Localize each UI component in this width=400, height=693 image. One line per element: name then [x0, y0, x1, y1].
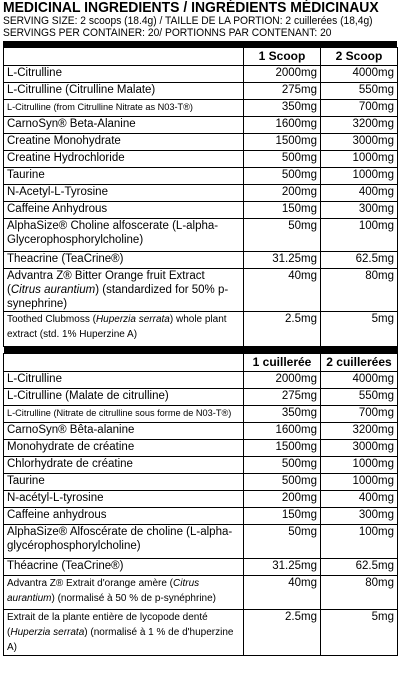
table-row [4, 252, 398, 269]
dose-single: 275mg [244, 83, 321, 100]
dose-double: 3200mg [321, 423, 398, 440]
dose-double: 100mg [321, 525, 398, 559]
latin-name: Citrus aurantium [7, 578, 200, 604]
dose-double: 400mg [321, 185, 398, 202]
table-row [4, 457, 398, 474]
dose-double: 3000mg [321, 134, 398, 151]
ingredient-name-text: Creatine Monohydrate [7, 135, 121, 147]
ingredient-name [4, 168, 244, 185]
dose-single: 50mg [244, 525, 321, 559]
dose-single: 31.25mg [244, 559, 321, 576]
ingredient-name-text: Toothed Clubmoss ( [7, 314, 96, 325]
dose-single: 1600mg [244, 117, 321, 134]
ingredient-name [4, 491, 244, 508]
dose-single: 2.5mg [244, 610, 321, 656]
dose-single: 150mg [244, 202, 321, 219]
dose-double: 300mg [321, 202, 398, 219]
serving-size: SERVING SIZE: 2 scoops (18.4g) / TAILLE DE LA PORTION: 2 cuillerées (18,4g) [3, 15, 373, 27]
table-row [4, 576, 398, 610]
table-row [4, 610, 398, 656]
ingredient-name [4, 457, 244, 474]
table-row [4, 525, 398, 559]
table-row [4, 372, 398, 389]
table-row [4, 312, 398, 347]
dose-single: 50mg [244, 219, 321, 252]
ingredient-name [4, 440, 244, 457]
ingredient-name-text: Extrait de la plante entière de lycopode denté ( [7, 612, 208, 638]
dose-single: 2000mg [244, 372, 321, 389]
ingredient-name [4, 559, 244, 576]
dose-double: 550mg [321, 83, 398, 100]
table-row [4, 389, 398, 406]
table-row [4, 491, 398, 508]
label-title: MEDICINAL INGREDIENTS / INGRÉDIENTS MÉDICINAUX [3, 0, 379, 16]
english-col1-header: 1 Scoop [244, 48, 321, 66]
table-row [4, 66, 398, 83]
ingredient-name [4, 252, 244, 269]
dose-single: 1500mg [244, 134, 321, 151]
dose-single: 31.25mg [244, 252, 321, 269]
dose-single: 40mg [244, 269, 321, 312]
dose-single: 350mg [244, 100, 321, 117]
ingredient-name [4, 185, 244, 202]
latin-name: Citrus aurantium [10, 284, 96, 296]
ingredient-name [4, 134, 244, 151]
dose-double: 4000mg [321, 66, 398, 83]
table-row [4, 440, 398, 457]
dose-double: 80mg [321, 269, 398, 312]
ingredient-name [4, 202, 244, 219]
ingredient-name-text: Taurine [7, 169, 45, 181]
ingredient-name-text: ) (normalisé à 1 % de d'huperzine A) [7, 627, 234, 653]
dose-single: 200mg [244, 185, 321, 202]
dose-double: 700mg [321, 406, 398, 423]
dose-double: 1000mg [321, 168, 398, 185]
ingredient-name-text: AlphaSize® Alfoscérate de choline (L-alpha-glycérophosphorylcholine) [7, 526, 233, 552]
dose-double: 1000mg [321, 474, 398, 491]
table-row [4, 134, 398, 151]
ingredient-name-text: ) (normalisé à 50 % de p-synéphrine) [51, 593, 216, 604]
french-name-header [4, 354, 244, 372]
ingredient-name [4, 117, 244, 134]
ingredient-name [4, 406, 244, 423]
ingredient-name-text: Théacrine (TeaCrine®) [7, 560, 124, 572]
ingredient-name-text: Caffeine Anhydrous [7, 203, 108, 215]
ingredient-name-text: Caffeine anhydrous [7, 509, 107, 521]
english-name-header [4, 48, 244, 66]
section-separator [4, 347, 398, 354]
table-row [4, 269, 398, 312]
table-row [4, 474, 398, 491]
dose-double: 4000mg [321, 372, 398, 389]
dose-double: 5mg [321, 610, 398, 656]
table-row [4, 151, 398, 168]
ingredients-table [3, 47, 398, 656]
dose-single: 500mg [244, 474, 321, 491]
dose-single: 150mg [244, 508, 321, 525]
ingredient-name-text: N-Acetyl-L-Tyrosine [7, 186, 108, 198]
ingredient-name-text: Advantra Z® Extrait d'orange amère ( [7, 578, 174, 589]
ingredient-name-text: L-Citrulline (Malate de citrulline) [7, 390, 169, 402]
french-rows [4, 372, 398, 656]
table-row [4, 219, 398, 252]
ingredient-name [4, 525, 244, 559]
dose-double: 3200mg [321, 117, 398, 134]
ingredient-name [4, 389, 244, 406]
dose-double: 400mg [321, 491, 398, 508]
ingredient-name-text: Chlorhydrate de créatine [7, 458, 133, 470]
ingredient-name-text: ) whole plant extract (std. 1% Huperzine A) [7, 314, 227, 340]
dose-single: 500mg [244, 151, 321, 168]
english-header-row [4, 48, 398, 66]
dose-single: 500mg [244, 168, 321, 185]
dose-double: 550mg [321, 389, 398, 406]
table-row [4, 83, 398, 100]
table-row [4, 100, 398, 117]
ingredient-name [4, 423, 244, 440]
dose-double: 5mg [321, 312, 398, 347]
french-header-row [4, 354, 398, 372]
ingredient-name-text: Advantra Z® Bitter Orange fruit Extract ( [7, 270, 205, 296]
servings-per-container: SERVINGS PER CONTAINER: 20/ PORTIONNS PAR CONTENANT: 20 [3, 26, 332, 39]
ingredient-name-text: Taurine [7, 475, 45, 487]
table-row [4, 202, 398, 219]
ingredient-name-text: Creatine Hydrochloride [7, 152, 125, 164]
ingredient-name [4, 100, 244, 117]
ingredient-name-text: AlphaSize® Choline alfoscerate (L-alpha-Glycerophosphorylcholine) [7, 220, 219, 246]
ingredient-name-text: CarnoSyn® Beta-Alanine [7, 118, 136, 130]
dose-double: 1000mg [321, 457, 398, 474]
english-rows [4, 66, 398, 347]
latin-name: Huperzia serrata [95, 314, 170, 325]
dose-single: 1600mg [244, 423, 321, 440]
table-row [4, 559, 398, 576]
ingredient-name-text: Monohydrate de créatine [7, 441, 135, 453]
table-row [4, 406, 398, 423]
ingredient-name-text: L-Citrulline (Citrulline Malate) [7, 84, 156, 96]
ingredient-name-text: L-Citrulline (Nitrate de citrulline sous forme de N03-T®) [7, 408, 232, 418]
table-row [4, 117, 398, 134]
ingredient-name [4, 312, 244, 347]
french-col2-header: 2 cuillerées [321, 354, 398, 372]
ingredient-name [4, 508, 244, 525]
dose-single: 350mg [244, 406, 321, 423]
dose-single: 275mg [244, 389, 321, 406]
ingredient-name [4, 219, 244, 252]
ingredient-name-text: L-Citrulline [7, 67, 62, 79]
dose-single: 500mg [244, 457, 321, 474]
dose-double: 3000mg [321, 440, 398, 457]
ingredient-name [4, 269, 244, 312]
ingredient-name-text: L-Citrulline (from Citrulline Nitrate as N03-T®) [7, 102, 193, 112]
table-row [4, 185, 398, 202]
ingredient-name [4, 372, 244, 389]
dose-double: 300mg [321, 508, 398, 525]
french-col1-header: 1 cuillerée [244, 354, 321, 372]
english-col2-header: 2 Scoop [321, 48, 398, 66]
dose-double: 700mg [321, 100, 398, 117]
dose-single: 1500mg [244, 440, 321, 457]
ingredient-name-text: CarnoSyn® Bêta-alanine [7, 424, 135, 436]
ingredient-name [4, 83, 244, 100]
ingredient-name-text: L-Citrulline [7, 373, 62, 385]
table-row [4, 423, 398, 440]
ingredient-name [4, 576, 244, 610]
dose-double: 1000mg [321, 151, 398, 168]
ingredient-name-text: ) (standardized for 50% p-synephrine) [7, 284, 229, 310]
ingredient-name-text: N-acétyl-L-tyrosine [7, 492, 104, 504]
ingredient-name [4, 474, 244, 491]
dose-single: 2.5mg [244, 312, 321, 347]
table-row [4, 508, 398, 525]
ingredient-name [4, 66, 244, 83]
ingredient-name [4, 151, 244, 168]
table-row [4, 168, 398, 185]
dose-single: 200mg [244, 491, 321, 508]
dose-single: 40mg [244, 576, 321, 610]
latin-name: Huperzia serrata [10, 627, 85, 638]
dose-double: 80mg [321, 576, 398, 610]
ingredient-name-text: Theacrine (TeaCrine®) [7, 253, 124, 265]
dose-single: 2000mg [244, 66, 321, 83]
dose-double: 100mg [321, 219, 398, 252]
dose-double: 62.5mg [321, 252, 398, 269]
dose-double: 62.5mg [321, 559, 398, 576]
ingredient-name [4, 610, 244, 656]
